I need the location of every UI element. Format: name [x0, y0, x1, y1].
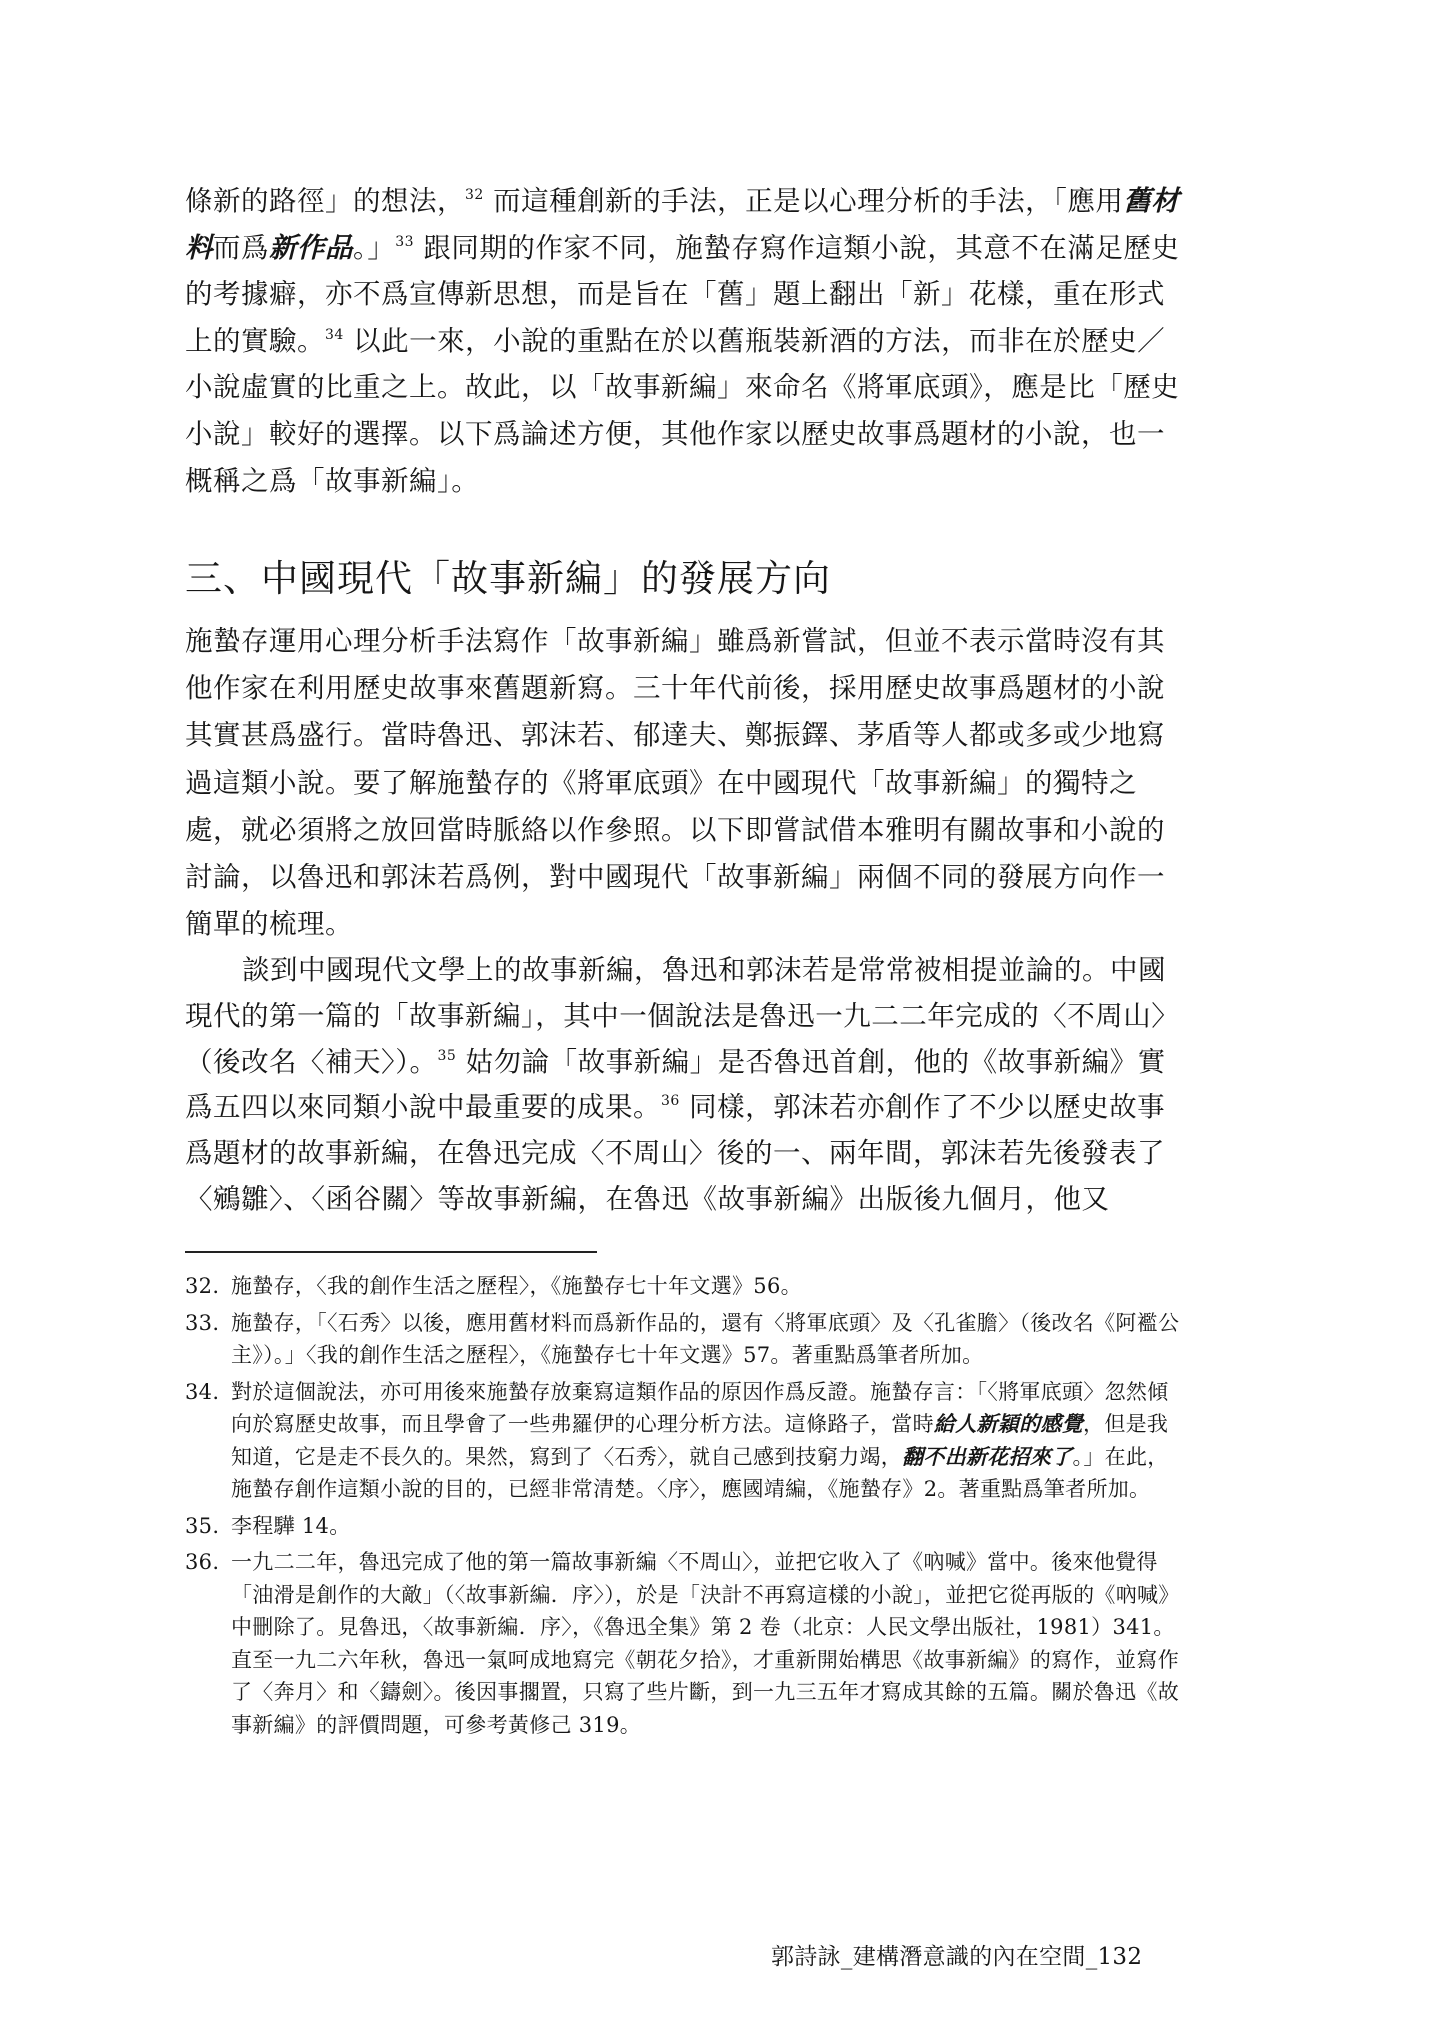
- footnote-34: [185, 1376, 1180, 1506]
- footnote-ref-32: 32: [465, 187, 484, 203]
- footnote-number: 33.: [185, 1310, 220, 1335]
- p1-emphasis-old-material: 舊材料: [185, 185, 1180, 264]
- p3-text-a: 談到中國現代文學上的故事新編，魯迅和郭沫若是常常被相提並論的。中國現代的第一篇的「故事新編」，其中一個說法是魯迅一九二二年完成的〈不周山〉（後改名〈補天〉）。: [185, 954, 1180, 1078]
- footnote-number: 32.: [185, 1274, 220, 1298]
- footnote-text-c: 。」在此，施蟄存創作這類小說的目的，已經非常清楚。〈序〉，應國靖編，《施蟄存》2。著重點爲筆者所加。: [231, 1444, 1169, 1501]
- p3-text-b: 姑勿論「故事新編」是否魯迅首創，他的《故事新編》實爲五四以來同類小說中最重要的成果。: [185, 1045, 1166, 1124]
- footnote-emphasis-no-new-tricks: 翻不出新花招來了: [902, 1443, 1073, 1469]
- footnote-text-a: 對於這個說法，亦可用後來施蟄存放棄寫這類作品的原因作爲反證。施蟄存言：「〈將軍底頭〉忽然傾向於寫歷史故事，而且學會了一些弗羅伊的心理分析方法。這條路子，當時: [231, 1379, 1169, 1436]
- p1-text-c: 而爲: [213, 231, 269, 264]
- footnote-33: [185, 1307, 1180, 1372]
- body-paragraph-1: [185, 178, 1185, 504]
- p1-text-f: 以此一來，小說的重點在於以舊瓶裝新酒的方法，而非在於歷史／小說虛實的比重之上。故此，以「故事新編」來命名《將軍底頭》，應是比「歷史小說」較好的選擇。以下爲論述方便，其他作家以歷史故事爲題材的小說，也一概稱之爲「故事新編」。: [185, 324, 1180, 497]
- body-paragraph-3: [185, 948, 1185, 1223]
- footnote-text: 李程驊 14。: [231, 1513, 351, 1538]
- footnote-ref-36: 36: [661, 1093, 680, 1110]
- page-footer: 郭詩詠_建構潛意識的內在空間_132: [771, 1944, 1143, 1970]
- p1-text-b: 而這種創新的手法，正是以心理分析的手法，「應用: [483, 185, 1124, 217]
- footnote-ref-33: 33: [395, 233, 415, 250]
- footnote-list: [185, 1270, 1180, 1745]
- footnote-number: 36.: [185, 1550, 220, 1574]
- p1-emphasis-new-work: 新作品: [269, 231, 353, 264]
- section-heading: 三、中國現代「故事新編」的發展方向: [185, 557, 831, 600]
- footnote-36: [185, 1546, 1180, 1741]
- footnote-number: 35.: [185, 1513, 220, 1538]
- p3-text-c: 同樣，郭沫若亦創作了不少以歷史故事爲題材的故事新編，在魯迅完成〈不周山〉後的一、兩年間，郭沫若先後發表了〈鵷雛〉、〈函谷關〉等故事新編，在魯迅《故事新編》出版後九個月，他又: [185, 1091, 1166, 1215]
- body-paragraph-2: 施蟄存運用心理分析手法寫作「故事新編」雖爲新嘗試，但並不表示當時沒有其他作家在利用歷史故事來舊題新寫。三十年代前後，採用歷史故事爲題材的小說其實甚爲盛行。當時魯迅、郭沫若、郁達夫、鄭振鐸、茅盾等人都或多或少地寫過這類小說。要了解施蟄存的《將軍底頭》在中國現代「故事新編」的獨特之處，就必須將之放回當時脈絡以作參照。以下即嘗試借本雅明有關故事和小說的討論，以魯迅和郭沫若爲例，對中國現代「故事新編」兩個不同的發展方向作一簡單的梳理。: [185, 625, 1165, 941]
- footnote-ref-34: 34: [325, 326, 344, 343]
- footnote-text: 施蟄存，〈我的創作生活之歷程〉，《施蟄存七十年文選》56。: [231, 1274, 802, 1298]
- p1-text-d: 。」: [353, 231, 396, 264]
- footnote-number: 34.: [185, 1379, 220, 1404]
- p1-text-a: 條新的路徑」的想法，: [185, 185, 465, 217]
- p1-text-e: 跟同期的作家不同，施蟄存寫作這類小說，其意不在滿足歷史的考據癖，亦不爲宣傳新思想，而是旨在「舊」題上翻出「新」花樣，重在形式上的實驗。: [185, 231, 1180, 357]
- footnote-text: 施蟄存，「〈石秀〉以後，應用舊材料而爲新作品的，還有〈將軍底頭〉及〈孔雀膽〉（後改名《阿襤公主》）。」〈我的創作生活之歷程〉，《施蟄存七十年文選》57。著重點爲筆者所加。: [231, 1310, 1180, 1367]
- footnote-35: [185, 1510, 1180, 1543]
- footnote-ref-35: 35: [437, 1047, 457, 1064]
- footnote-text-b: ，但是我知道，它是走不長久的。果然，寫到了〈石秀〉，就自己感到技窮力竭，: [231, 1412, 1169, 1469]
- footnote-32: [185, 1270, 1180, 1303]
- footnote-text: 一九二二年，魯迅完成了他的第一篇故事新編〈不周山〉，並把它收入了《吶喊》當中。後來他覺得「油滑是創作的大敵」（〈故事新編．序〉），於是「決計不再寫這樣的小說」，並把它從再版的《吶喊》中刪除了。見魯迅，〈故事新編．序〉，《魯迅全集》第 2 卷（北京：人民文學出版社，1981）341。直至一九二六年秋，魯迅一氣呵成地寫完《朝花夕拾》，才重新開始構思《故事新編》的寫作，並寫作了〈奔月〉和〈鑄劍〉。後因事擱置，只寫了些片斷，到一九三五年才寫成其餘的五篇。關於魯迅《故事新編》的評價問題，可參考黃修己 319。: [231, 1550, 1180, 1737]
- footnote-emphasis-novel-feeling: 給人新穎的感覺: [933, 1411, 1084, 1436]
- footnote-divider: [185, 1251, 597, 1253]
